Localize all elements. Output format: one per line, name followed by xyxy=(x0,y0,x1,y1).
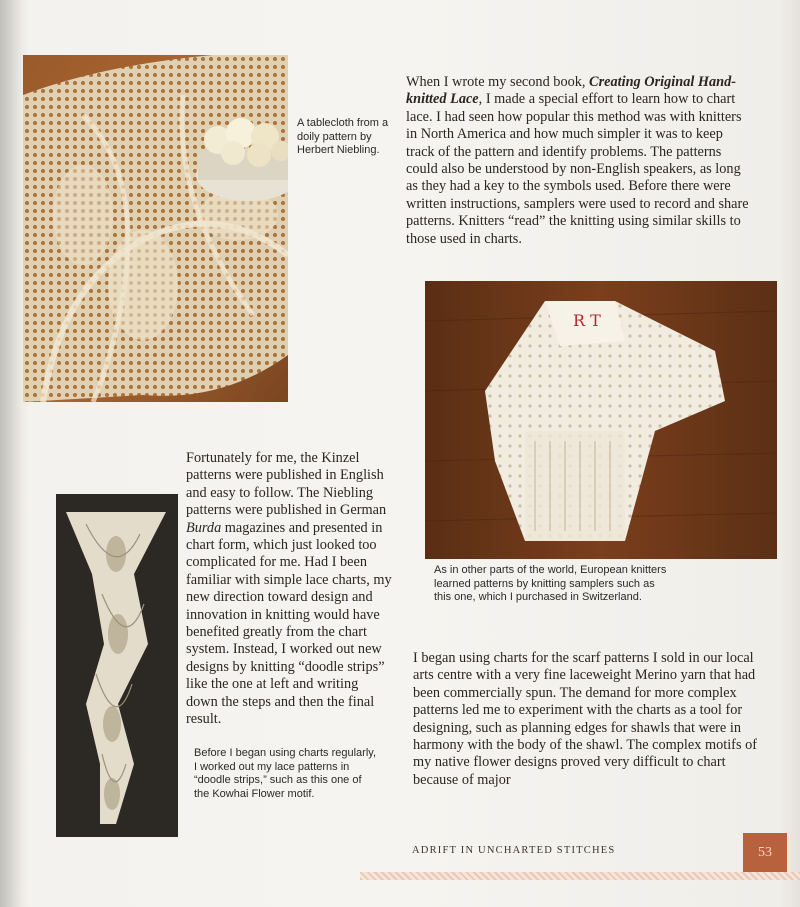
page-number: 53 xyxy=(743,833,787,873)
magazine-name: Burda xyxy=(186,519,222,536)
paragraph-3: I began using charts for the scarf patterns I sold in our local arts centre with a very fine laceweight Merino yarn that had been commercially spun. The demand for more complex patterns led me to experiment with the charts as a tool for designing, such as planning edges for shawls that were in harmony with the body of the shawl. The complex motifs of my native flower designs proved very difficult to chart because of major xyxy=(413,650,757,788)
sampler-monogram: R T xyxy=(573,311,601,330)
paragraph-2-rest: magazines and presented in chart form, which just looked too complicated for me. Had I been familiar with simple lace charts, my new direction toward design and innovation in knitting would have benefited greatly from the chart system. Instead, I worked out new designs by knitting “doodle strips” like the one at left and writing down the steps and then the final result. xyxy=(186,519,392,728)
paragraph-1 xyxy=(406,74,751,248)
tablecloth-caption: A tablecloth from a doily pattern by Herbert Niebling. xyxy=(297,117,389,156)
tablecloth-photo xyxy=(23,55,288,402)
book-title: Creating Original Hand-knitted Lace xyxy=(406,74,737,108)
decorative-border xyxy=(360,872,800,880)
paragraph-1-rest: , I made a special effort to learn how to chart lace. I had seen how popular this method was with knitters in North America and how much simpler it was to keep track of the pattern and identify problems. The patterns could also be understood by non-English speakers, as long as they had a key to the symbols used. Before there were written instructions, samplers were used to record and share patterns. Knitters “read” the knitting using similar skills to those used in charts. xyxy=(406,91,749,247)
spine-shadow xyxy=(0,0,22,907)
paragraph-1-lead: When I wrote my second book, xyxy=(406,74,590,90)
paragraph-2-lead: Fortunately for me, the Kinzel patterns were published in English and easy to follow. The Niebling patterns were published in German xyxy=(186,450,387,519)
running-title: ADRIFT IN UNCHARTED STITCHES xyxy=(412,845,616,856)
sampler-photo xyxy=(425,281,777,559)
doodle-strip-caption: Before I began using charts regularly, I worked out my lace patterns in “doodle strips,” such as this one of the Kowhai Flower motif. xyxy=(194,747,377,800)
sampler-caption: As in other parts of the world, European knitters learned patterns by knitting samplers such as this one, which I purchased in Switzerland. xyxy=(434,564,667,603)
doodle-strip-photo xyxy=(56,494,178,837)
